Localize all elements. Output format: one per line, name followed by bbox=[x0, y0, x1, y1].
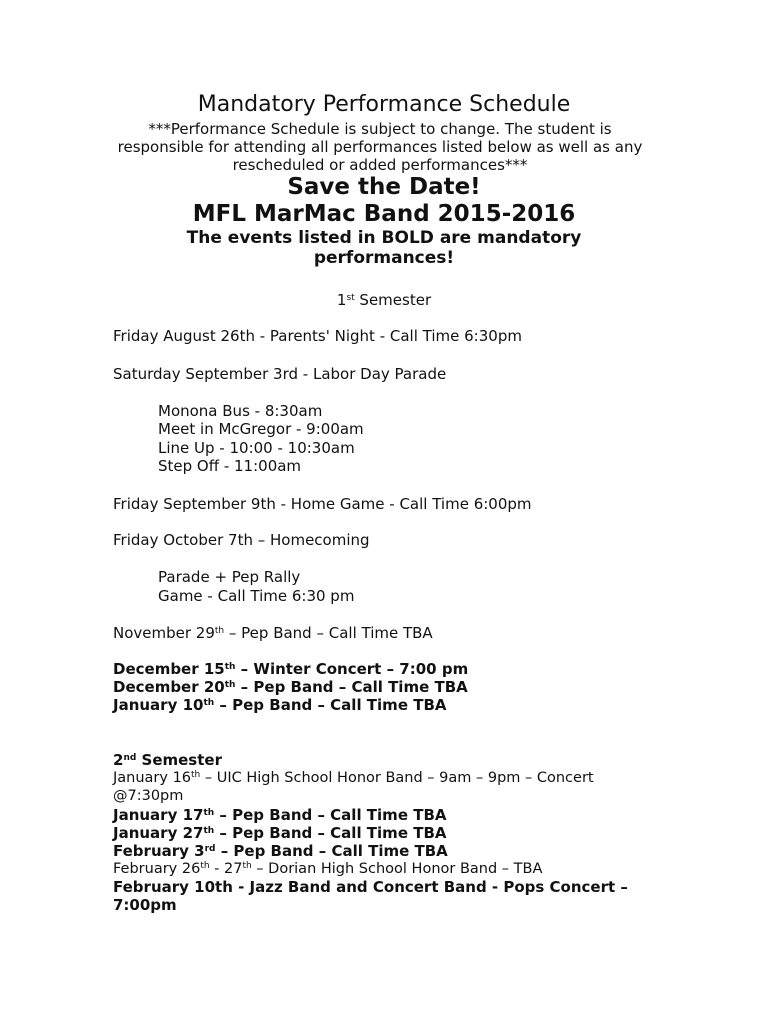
event-jan-16: January 16th – UIC High School Honor Band – 9am – 9pm – Concert bbox=[113, 770, 594, 786]
event-jan-17: January 17th – Pep Band – Call Time TBA bbox=[113, 806, 447, 824]
event-home-game: Friday September 9th - Home Game - Call Time 6:00pm bbox=[113, 495, 532, 513]
homecoming-detail-game: Game - Call Time 6:30 pm bbox=[158, 587, 355, 605]
parade-detail-stepoff: Step Off - 11:00am bbox=[158, 457, 302, 475]
event-dec-15: December 15th – Winter Concert – 7:00 pm bbox=[113, 660, 469, 678]
event-dec-20: December 20th – Pep Band – Call Time TBA bbox=[113, 678, 468, 696]
page-title: Mandatory Performance Schedule bbox=[197, 92, 571, 117]
event-parents-night: Friday August 26th - Parents' Night - Call Time 6:30pm bbox=[113, 327, 522, 345]
event-jan-27: January 27th – Pep Band – Call Time TBA bbox=[113, 824, 447, 842]
event-homecoming: Friday October 7th – Homecoming bbox=[113, 531, 370, 549]
event-feb-3: February 3rd – Pep Band – Call Time TBA bbox=[113, 842, 448, 860]
parade-detail-meet: Meet in McGregor - 9:00am bbox=[158, 420, 364, 438]
event-feb-26: February 26th - 27th – Dorian High School Honor Band – TBA bbox=[113, 861, 543, 877]
parade-detail-lineup: Line Up - 10:00 - 10:30am bbox=[158, 439, 355, 457]
homecoming-detail-parade: Parade + Pep Rally bbox=[158, 568, 301, 586]
event-jan-16-continued: @7:30pm bbox=[113, 788, 184, 804]
save-the-date-heading: Save the Date! bbox=[287, 174, 481, 200]
event-feb-10: February 10th - Jazz Band and Concert Band - Pops Concert – bbox=[113, 878, 628, 896]
event-labor-day-parade: Saturday September 3rd - Labor Day Parade bbox=[113, 365, 447, 383]
parade-detail-bus: Monona Bus - 8:30am bbox=[158, 402, 323, 420]
mandatory-note: The events listed in BOLD are mandatory performances! bbox=[186, 228, 582, 268]
event-nov-29: November 29th – Pep Band – Call Time TBA bbox=[113, 624, 433, 642]
event-feb-10-continued: 7:00pm bbox=[113, 896, 177, 914]
event-jan-10: January 10th – Pep Band – Call Time TBA bbox=[113, 696, 447, 714]
semester-2-heading: 2nd Semester bbox=[113, 751, 222, 769]
schedule-change-notice: ***Performance Schedule is subject to change. The student is responsible for attending all performances listed below as well as any rescheduled or added performances*** bbox=[117, 120, 643, 174]
semester-1-heading: 1st Semester bbox=[336, 291, 432, 309]
band-season-heading: MFL MarMac Band 2015-2016 bbox=[192, 201, 576, 227]
